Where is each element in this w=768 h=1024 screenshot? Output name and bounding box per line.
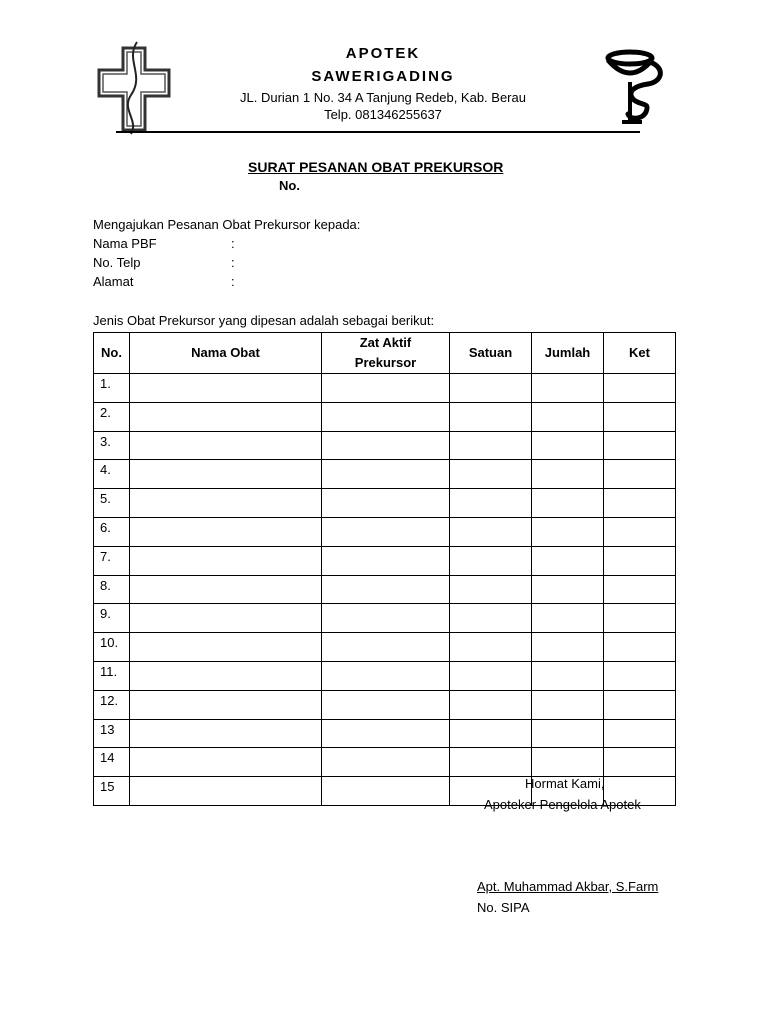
cell-nama-obat[interactable] (130, 748, 322, 777)
cell-zat-aktif[interactable] (322, 460, 450, 489)
cell-ket[interactable] (604, 402, 676, 431)
cell-satuan[interactable] (450, 431, 532, 460)
cell-jumlah[interactable] (532, 661, 604, 690)
table-header-row (94, 333, 676, 374)
cell-satuan[interactable] (450, 402, 532, 431)
cell-zat-aktif[interactable] (322, 633, 450, 662)
signature-license-label: No. SIPA (477, 900, 530, 915)
cell-ket[interactable] (604, 374, 676, 403)
field-colon-no-telp: : (231, 255, 235, 270)
table-row (94, 604, 676, 633)
cell-zat-aktif[interactable] (322, 690, 450, 719)
cell-satuan[interactable] (450, 633, 532, 662)
cell-satuan[interactable] (450, 374, 532, 403)
recipient-intro: Mengajukan Pesanan Obat Prekursor kepada: (93, 217, 361, 232)
cell-nama-obat[interactable] (130, 546, 322, 575)
cell-ket[interactable] (604, 661, 676, 690)
cell-jumlah[interactable] (532, 748, 604, 777)
cell-satuan[interactable] (450, 489, 532, 518)
cell-nama-obat[interactable] (130, 460, 322, 489)
cell-no: 13 (94, 719, 130, 748)
cell-zat-aktif[interactable] (322, 546, 450, 575)
cell-jumlah[interactable] (532, 517, 604, 546)
cell-ket[interactable] (604, 719, 676, 748)
cell-satuan[interactable] (450, 460, 532, 489)
cell-jumlah[interactable] (532, 690, 604, 719)
cell-satuan[interactable] (450, 748, 532, 777)
table-row (94, 748, 676, 777)
table-row (94, 575, 676, 604)
cell-no: 7. (94, 546, 130, 575)
cell-no: 5. (94, 489, 130, 518)
cell-jumlah[interactable] (532, 633, 604, 662)
table-row (94, 460, 676, 489)
cell-zat-aktif[interactable] (322, 777, 450, 806)
cell-satuan[interactable] (450, 546, 532, 575)
cell-no: 14 (94, 748, 130, 777)
cell-no: 4. (94, 460, 130, 489)
table-row (94, 402, 676, 431)
cell-ket[interactable] (604, 633, 676, 662)
cell-zat-aktif[interactable] (322, 661, 450, 690)
table-row (94, 690, 676, 719)
cell-ket[interactable] (604, 575, 676, 604)
col-header-nama-obat: Nama Obat (130, 333, 322, 374)
cell-nama-obat[interactable] (130, 517, 322, 546)
col-header-ket: Ket (604, 333, 676, 374)
cell-nama-obat[interactable] (130, 633, 322, 662)
cell-nama-obat[interactable] (130, 402, 322, 431)
document-number-label: No. (279, 178, 300, 193)
cell-no: 11. (94, 661, 130, 690)
table-row (94, 489, 676, 518)
signature-role: Apoteker Pengelola Apotek (484, 797, 641, 812)
cell-nama-obat[interactable] (130, 575, 322, 604)
cell-ket[interactable] (604, 460, 676, 489)
document-title: SURAT PESANAN OBAT PREKURSOR (248, 159, 504, 175)
field-label-nama-pbf: Nama PBF (93, 236, 157, 251)
pharmacy-name-line2: SAWERIGADING (311, 68, 455, 85)
cell-ket[interactable] (604, 431, 676, 460)
header-divider (116, 131, 640, 133)
cell-jumlah[interactable] (532, 719, 604, 748)
cell-satuan[interactable] (450, 517, 532, 546)
order-intro: Jenis Obat Prekursor yang dipesan adalah sebagai berikut: (93, 313, 435, 328)
cell-no: 9. (94, 604, 130, 633)
cell-jumlah[interactable] (532, 546, 604, 575)
cell-nama-obat[interactable] (130, 661, 322, 690)
cell-zat-aktif[interactable] (322, 719, 450, 748)
pharmacy-name-line1: APOTEK (345, 45, 421, 62)
cell-nama-obat[interactable] (130, 431, 322, 460)
cell-jumlah[interactable] (532, 575, 604, 604)
cell-satuan[interactable] (450, 719, 532, 748)
cell-zat-aktif[interactable] (322, 402, 450, 431)
cell-ket[interactable] (604, 517, 676, 546)
cell-zat-aktif[interactable] (322, 748, 450, 777)
table-row (94, 431, 676, 460)
col-header-zat-aktif: Zat Aktif Prekursor (322, 333, 450, 374)
cell-no: 6. (94, 517, 130, 546)
table-row (94, 374, 676, 403)
cell-satuan[interactable] (450, 604, 532, 633)
table-row (94, 633, 676, 662)
cell-zat-aktif[interactable] (322, 374, 450, 403)
cell-no: 10. (94, 633, 130, 662)
cell-zat-aktif[interactable] (322, 517, 450, 546)
col-header-satuan: Satuan (450, 333, 532, 374)
cell-ket[interactable] (604, 604, 676, 633)
cell-no: 8. (94, 575, 130, 604)
order-table (93, 332, 676, 806)
cell-nama-obat[interactable] (130, 777, 322, 806)
cell-jumlah[interactable] (532, 431, 604, 460)
cell-ket[interactable] (604, 546, 676, 575)
cell-no: 1. (94, 374, 130, 403)
cell-jumlah[interactable] (532, 460, 604, 489)
cell-satuan[interactable] (450, 661, 532, 690)
signature-name: Apt. Muhammad Akbar, S.Farm (477, 879, 659, 894)
cell-no: 12. (94, 690, 130, 719)
cell-satuan[interactable] (450, 690, 532, 719)
cell-no: 3. (94, 431, 130, 460)
cell-zat-aktif[interactable] (322, 575, 450, 604)
cell-satuan[interactable] (450, 575, 532, 604)
cell-nama-obat[interactable] (130, 719, 322, 748)
cell-ket[interactable] (604, 748, 676, 777)
cell-zat-aktif[interactable] (322, 489, 450, 518)
field-colon-alamat: : (231, 274, 235, 289)
cell-jumlah[interactable] (532, 374, 604, 403)
cell-jumlah[interactable] (532, 489, 604, 518)
cell-no: 15 (94, 777, 130, 806)
field-colon-nama-pbf: : (231, 236, 235, 251)
field-label-no-telp: No. Telp (93, 255, 141, 270)
cell-nama-obat[interactable] (130, 690, 322, 719)
table-row (94, 661, 676, 690)
pharmacy-phone: Telp. 081346255637 (324, 107, 442, 122)
signature-closing: Hormat Kami, (525, 776, 605, 791)
cell-nama-obat[interactable] (130, 374, 322, 403)
bowl-of-hygieia-logo-icon (600, 48, 672, 126)
cell-zat-aktif[interactable] (322, 604, 450, 633)
cell-jumlah[interactable] (532, 604, 604, 633)
cell-nama-obat[interactable] (130, 604, 322, 633)
pharmacy-cross-logo-icon (95, 40, 175, 135)
cell-ket[interactable] (604, 489, 676, 518)
field-label-alamat: Alamat (93, 274, 134, 289)
pharmacy-address: JL. Durian 1 No. 34 A Tanjung Redeb, Kab. Berau (240, 90, 526, 105)
table-row (94, 546, 676, 575)
cell-jumlah[interactable] (532, 402, 604, 431)
col-header-no: No. (94, 333, 130, 374)
table-row (94, 517, 676, 546)
col-header-jumlah: Jumlah (532, 333, 604, 374)
cell-zat-aktif[interactable] (322, 431, 450, 460)
cell-ket[interactable] (604, 690, 676, 719)
cell-nama-obat[interactable] (130, 489, 322, 518)
cell-no: 2. (94, 402, 130, 431)
table-row (94, 719, 676, 748)
